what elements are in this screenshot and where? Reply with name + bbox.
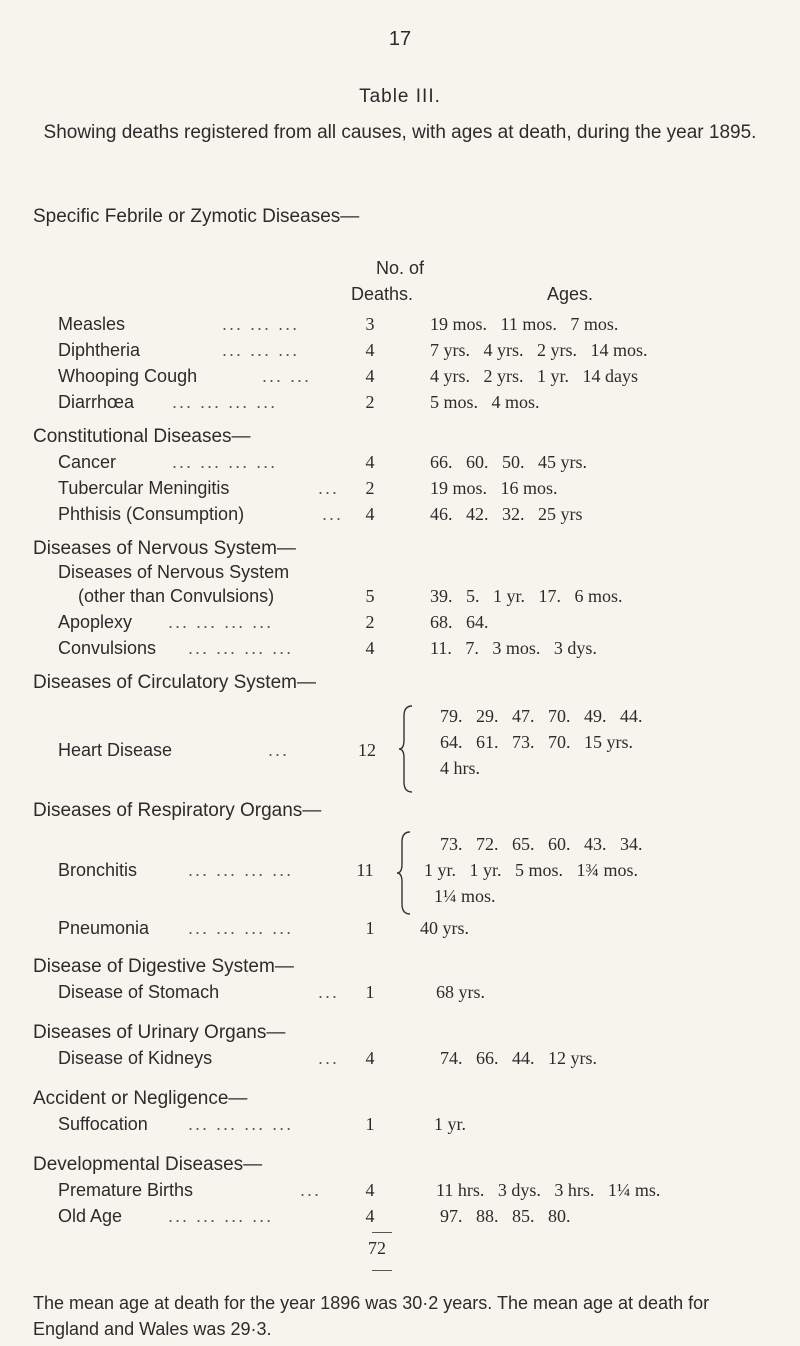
leader-dots: ... ... ... bbox=[222, 340, 300, 360]
leader-dots: ... ... ... ... bbox=[188, 860, 294, 880]
leader-dots: ... ... ... ... bbox=[172, 452, 278, 472]
ages-values: 73. 72. 65. 60. 43. 34. bbox=[440, 834, 643, 854]
ages-values: 1 yr. 1 yr. 5 mos. 1¾ mos. bbox=[424, 860, 639, 880]
ages-values: 64. 61. 73. 70. 15 yrs. bbox=[440, 732, 633, 752]
table-row bbox=[0, 340, 800, 366]
cause-label: Heart Disease bbox=[58, 740, 173, 760]
ages-values: 11 hrs. 3 dys. 3 hrs. 1¼ ms. bbox=[436, 1180, 661, 1200]
deaths-count: 12 bbox=[358, 740, 376, 760]
ages-values: 66. 60. 50. 45 yrs. bbox=[430, 452, 587, 472]
deaths-count: 1 bbox=[365, 1114, 375, 1134]
ages-values: 97. 88. 85. 80. bbox=[440, 1206, 571, 1226]
section-header: Disease of Digestive System— bbox=[33, 956, 294, 977]
ages-column-header: Ages. bbox=[547, 284, 594, 304]
deaths-count: 4 bbox=[365, 1206, 375, 1226]
table-row bbox=[0, 918, 800, 944]
cause-label: Old Age bbox=[58, 1206, 123, 1226]
ages-line bbox=[0, 860, 800, 886]
section-header: Diseases of Circulatory System— bbox=[33, 672, 316, 693]
page-number: 17 bbox=[388, 28, 412, 50]
leader-dots: ... bbox=[268, 740, 290, 760]
leader-dots: ... ... ... ... bbox=[188, 1114, 294, 1134]
table-row bbox=[0, 1180, 800, 1206]
ages-line bbox=[0, 706, 800, 732]
ages-values: 68. 64. bbox=[430, 612, 489, 632]
cause-label: Apoplexy bbox=[58, 612, 133, 632]
deaths-column-header-line2: Deaths. bbox=[350, 284, 414, 304]
cause-label: Measles bbox=[58, 314, 126, 334]
ages-line bbox=[0, 758, 800, 784]
cause-label: Phthisis (Consumption) bbox=[58, 504, 245, 524]
deaths-count: 4 bbox=[365, 366, 375, 386]
table-row bbox=[0, 1206, 800, 1232]
table-row bbox=[0, 452, 800, 478]
deaths-count: 11 bbox=[356, 860, 374, 880]
table-row bbox=[0, 478, 800, 504]
table-row bbox=[0, 504, 800, 530]
leader-dots: ... ... ... bbox=[222, 314, 300, 334]
table-row bbox=[0, 586, 800, 612]
leader-dots: ... ... ... ... bbox=[188, 918, 294, 938]
cause-label-continued: (other than Convulsions) bbox=[78, 586, 275, 606]
total-rule-bottom bbox=[372, 1270, 392, 1271]
deaths-count: 5 bbox=[365, 586, 375, 606]
table-row bbox=[0, 562, 800, 588]
section-header: Accident or Negligence— bbox=[33, 1088, 248, 1109]
table-row bbox=[0, 612, 800, 638]
ages-line bbox=[0, 834, 800, 860]
leader-dots: ... bbox=[300, 1180, 322, 1200]
ages-values: 1¼ mos. bbox=[434, 886, 496, 906]
section-title: Specific Febrile or Zymotic Diseases— bbox=[33, 206, 360, 227]
ages-values: 40 yrs. bbox=[420, 918, 469, 938]
cause-label: Suffocation bbox=[58, 1114, 148, 1134]
ages-values: 74. 66. 44. 12 yrs. bbox=[440, 1048, 597, 1068]
cause-label: Tubercular Meningitis bbox=[58, 478, 230, 498]
table-row bbox=[0, 982, 800, 1008]
deaths-count: 1 bbox=[365, 982, 375, 1002]
ages-values: 4 yrs. 2 yrs. 1 yr. 14 days bbox=[430, 366, 638, 386]
cause-label: Bronchitis bbox=[58, 860, 138, 880]
total-rule-top bbox=[372, 1232, 392, 1233]
leader-dots: ... ... ... ... bbox=[168, 1206, 274, 1226]
table-row bbox=[0, 638, 800, 664]
table-row bbox=[0, 314, 800, 340]
deaths-count: 3 bbox=[365, 314, 375, 334]
deaths-count: 4 bbox=[365, 638, 375, 658]
cause-label: Pneumonia bbox=[58, 918, 150, 938]
deaths-count: 4 bbox=[365, 1048, 375, 1068]
cause-label: Diphtheria bbox=[58, 340, 141, 360]
ages-values: 11. 7. 3 mos. 3 dys. bbox=[430, 638, 597, 658]
footer-text: The mean age at death for the year 1896 was 30·2 years. The mean age at death for England and Wales was 29·3. bbox=[33, 1293, 710, 1339]
ages-values: 39. 5. 1 yr. 17. 6 mos. bbox=[430, 586, 623, 606]
section-header: Diseases of Urinary Organs— bbox=[33, 1022, 286, 1043]
section-header: Constitutional Diseases— bbox=[33, 426, 251, 447]
ages-values: 79. 29. 47. 70. 49. 44. bbox=[440, 706, 643, 726]
leader-dots: ... bbox=[318, 1048, 340, 1068]
ages-values: 5 mos. 4 mos. bbox=[430, 392, 540, 412]
leader-dots: ... ... ... ... bbox=[168, 612, 274, 632]
deaths-count: 4 bbox=[365, 504, 375, 524]
leader-dots: ... bbox=[322, 504, 344, 524]
cause-label: Disease of Kidneys bbox=[58, 1048, 213, 1068]
deaths-count: 4 bbox=[365, 452, 375, 472]
deaths-total: 72 bbox=[368, 1238, 386, 1258]
table-row bbox=[0, 366, 800, 392]
ages-values: 4 hrs. bbox=[440, 758, 480, 778]
deaths-count: 1 bbox=[365, 918, 375, 938]
cause-label: Diseases of Nervous System bbox=[58, 562, 290, 582]
section-header: Diseases of Respiratory Organs— bbox=[33, 800, 322, 821]
table-row bbox=[0, 392, 800, 418]
ages-values: 68 yrs. bbox=[436, 982, 485, 1002]
ages-values: 19 mos. 16 mos. bbox=[430, 478, 558, 498]
cause-label: Premature Births bbox=[58, 1180, 194, 1200]
section-header: Diseases of Nervous System— bbox=[33, 538, 296, 559]
table-row bbox=[0, 1048, 800, 1074]
cause-label: Convulsions bbox=[58, 638, 157, 658]
deaths-count: 4 bbox=[365, 340, 375, 360]
deaths-count: 2 bbox=[365, 478, 375, 498]
deaths-column-header-line1: No. of bbox=[375, 258, 425, 278]
table-row bbox=[0, 1114, 800, 1140]
leader-dots: ... ... ... ... bbox=[172, 392, 278, 412]
intro-text: Showing deaths registered from all causes, with ages at death, during the year 1895. bbox=[43, 122, 757, 143]
ages-values: 46. 42. 32. 25 yrs bbox=[430, 504, 583, 524]
cause-label: Whooping Cough bbox=[58, 366, 198, 386]
ages-values: 19 mos. 11 mos. 7 mos. bbox=[430, 314, 619, 334]
cause-label: Diarrhœa bbox=[58, 392, 135, 412]
leader-dots: ... bbox=[318, 982, 340, 1002]
deaths-count: 4 bbox=[365, 1180, 375, 1200]
leader-dots: ... bbox=[318, 478, 340, 498]
section-header: Developmental Diseases— bbox=[33, 1154, 263, 1175]
ages-values: 1 yr. bbox=[434, 1114, 467, 1134]
deaths-count: 2 bbox=[365, 612, 375, 632]
ages-line bbox=[0, 732, 800, 758]
cause-label: Cancer bbox=[58, 452, 117, 472]
ages-line bbox=[0, 886, 800, 912]
ages-values: 7 yrs. 4 yrs. 2 yrs. 14 mos. bbox=[430, 340, 648, 360]
leader-dots: ... ... ... ... bbox=[188, 638, 294, 658]
table-title: Table III. bbox=[359, 86, 441, 107]
cause-label: Disease of Stomach bbox=[58, 982, 220, 1002]
deaths-count: 2 bbox=[365, 392, 375, 412]
leader-dots: ... ... bbox=[262, 366, 312, 386]
